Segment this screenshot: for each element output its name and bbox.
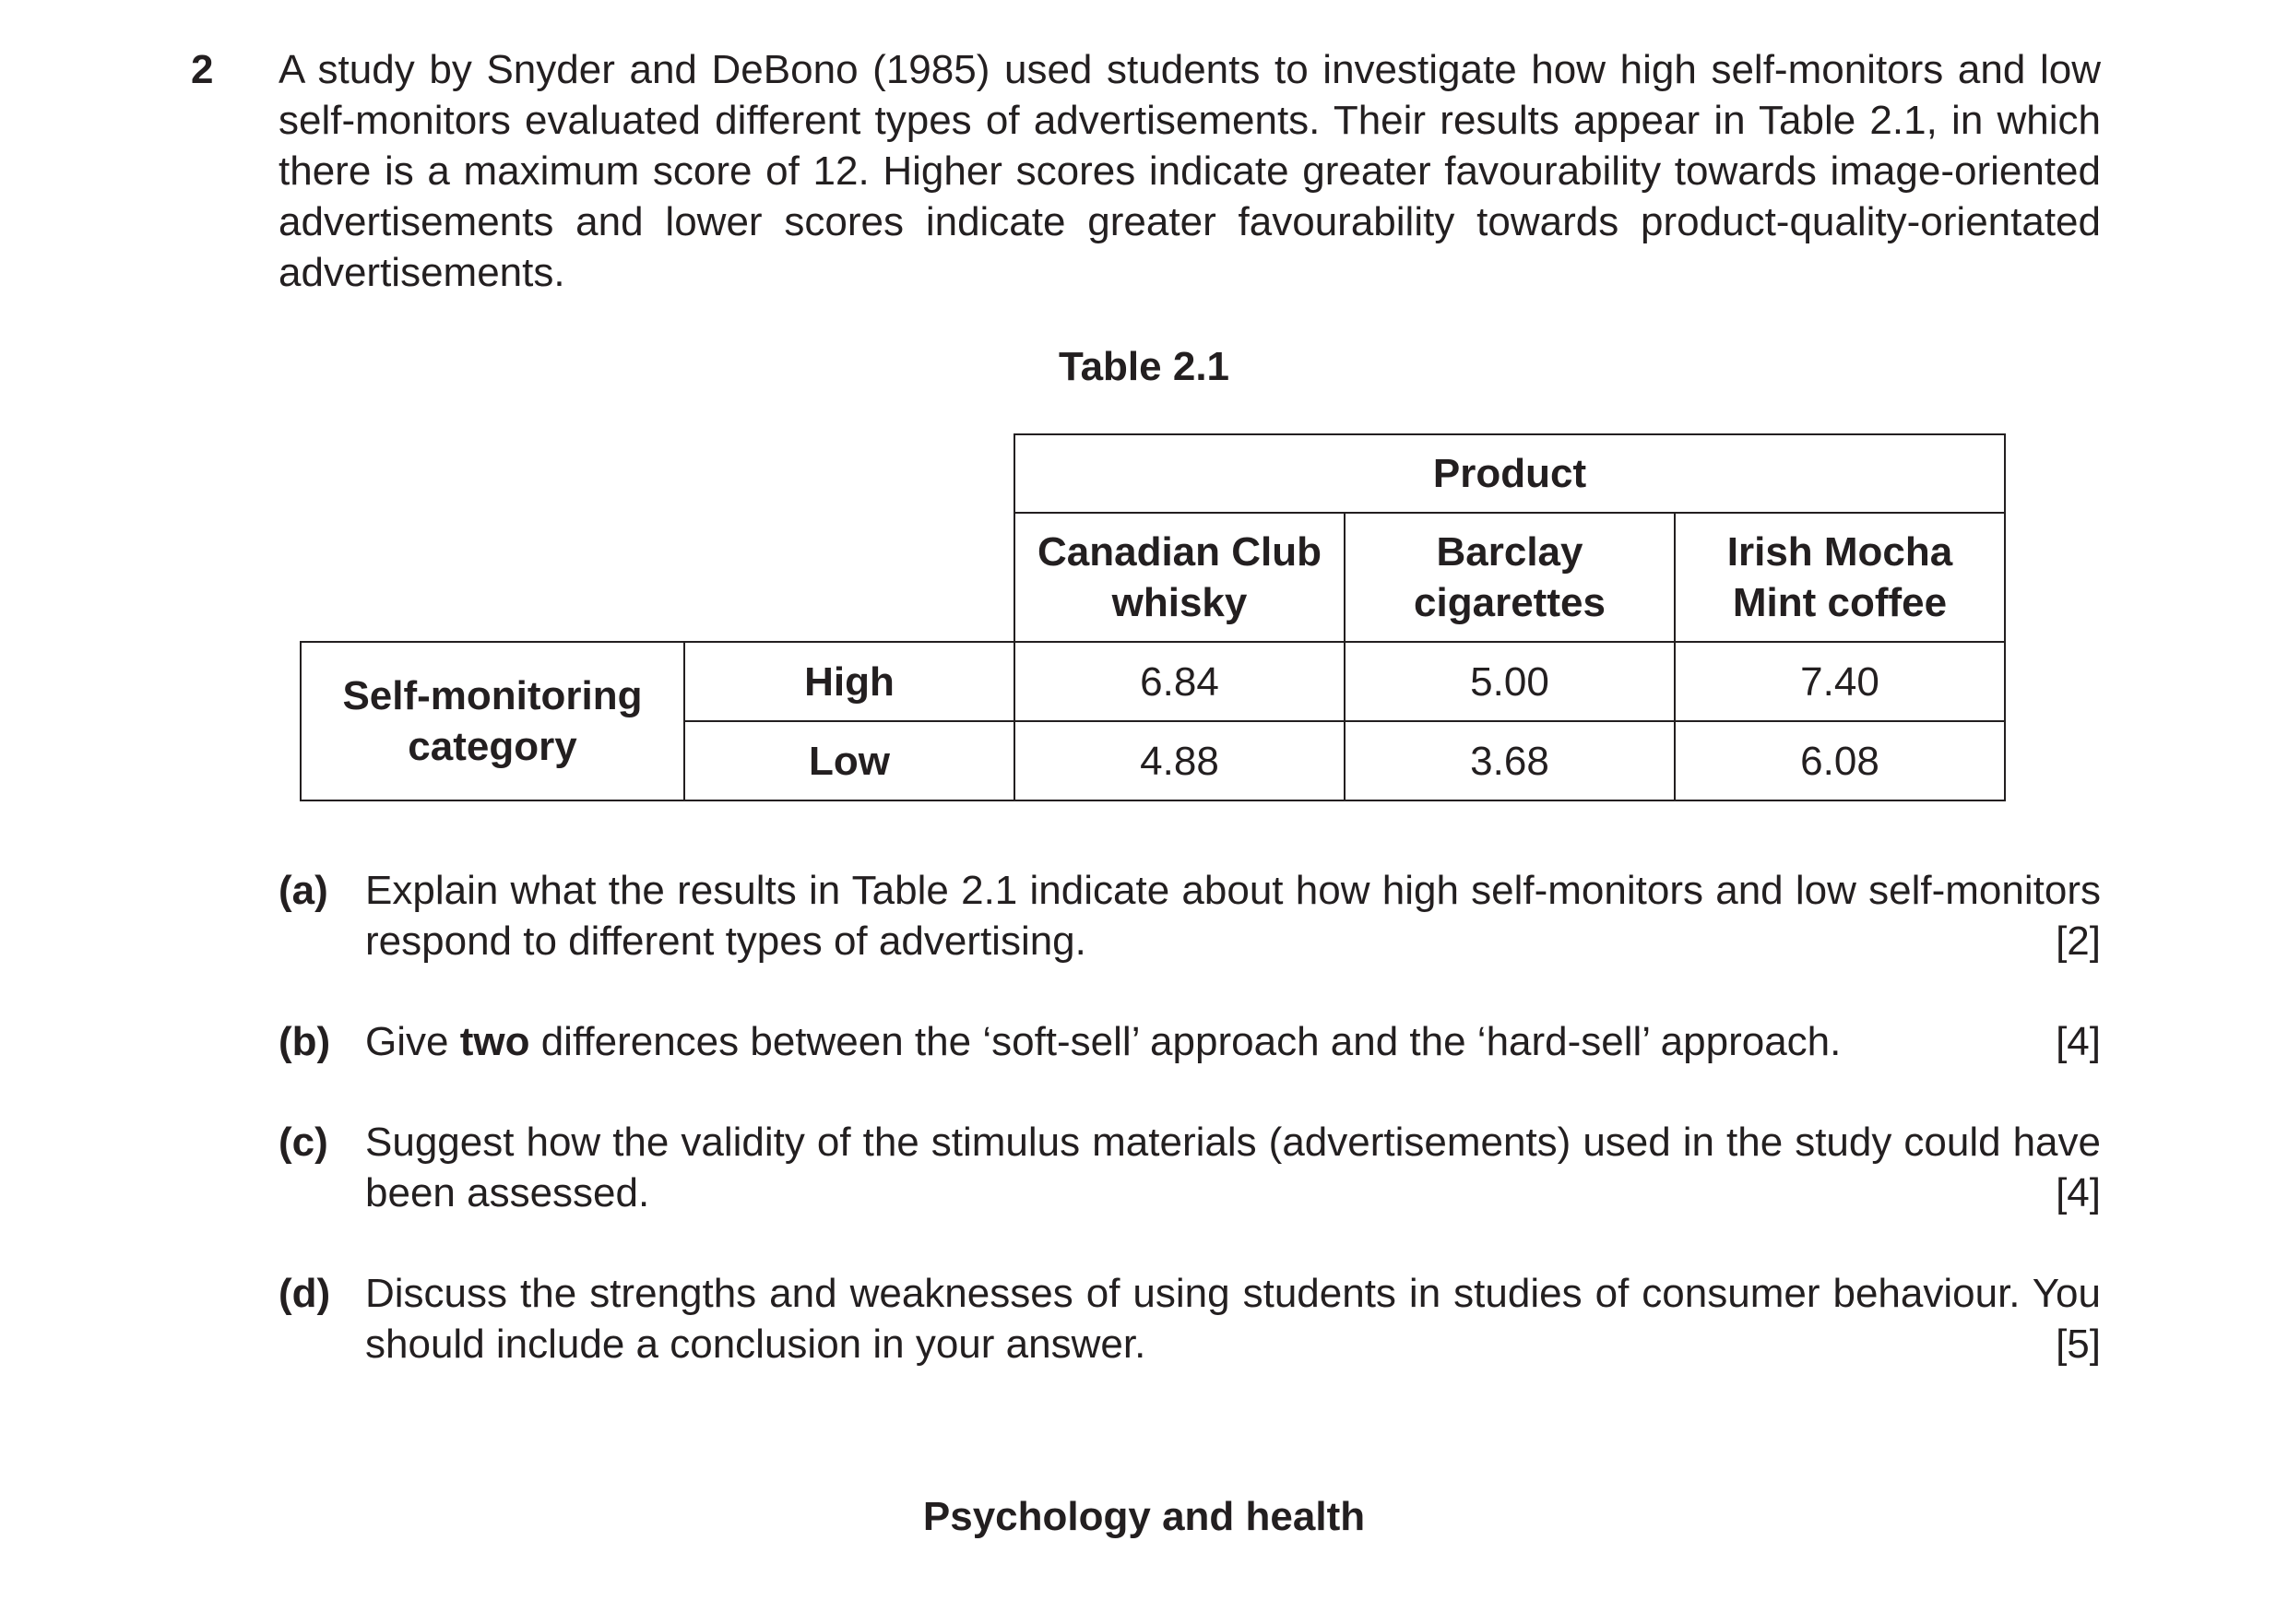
row-label-high: High xyxy=(684,642,1014,721)
table-header-row-product xyxy=(301,434,2005,513)
part-c xyxy=(279,1117,2101,1218)
product-name-line2: cigarettes xyxy=(1414,580,1606,625)
table-empty-cell xyxy=(301,513,684,642)
part-question-text: Suggest how the validity of the stimulus materials (advertisements) used in the study could have been assessed. xyxy=(365,1120,2101,1215)
part-text xyxy=(365,865,2101,966)
part-question-text: Give xyxy=(365,1019,460,1064)
product-name-line2: whisky xyxy=(1111,580,1248,625)
table-empty-cell xyxy=(301,434,684,513)
table-cell: 5.00 xyxy=(1345,642,1675,721)
part-label: (d) xyxy=(279,1271,331,1316)
section-heading: Psychology and health xyxy=(922,1494,1366,1539)
table-header-row-products xyxy=(301,513,2005,642)
marks-label: [4] xyxy=(2056,1170,2101,1215)
part-b xyxy=(279,1016,2101,1067)
marks-label: [4] xyxy=(2056,1019,2101,1064)
table-cell: 7.40 xyxy=(1675,642,2005,721)
marks-label: [2] xyxy=(2056,919,2101,964)
row-group-header xyxy=(301,642,684,800)
product-name-line1: Barclay xyxy=(1436,529,1583,575)
question-intro: A study by Snyder and DeBono (1985) used students to investigate how high self-monitors and low self-monitors evaluated different types of advertisements. Their results appear in Table 2.1, in which there is a maximum score of 12. Higher scores indicate greater favourability towards image-oriented advertisements and lower scores indicate greater favourability towards product-quality-orientated advertisements. xyxy=(279,47,2101,295)
row-group-line1: Self-monitoring xyxy=(342,673,643,718)
part-question-text: differences between the ‘soft-sell’ approach and the ‘hard-sell’ approach. xyxy=(529,1019,1842,1064)
product-name-line2: Mint coffee xyxy=(1732,580,1948,625)
table-empty-cell xyxy=(684,513,1014,642)
product-name-line1: Canadian Club xyxy=(1037,529,1322,575)
part-question-text: Explain what the results in Table 2.1 indicate about how high self-monitors and low self-monitors respond to different types of advertising. xyxy=(365,868,2101,964)
part-label: (c) xyxy=(279,1120,328,1165)
product-header-irish-mocha xyxy=(1675,513,2005,642)
question-number: 2 xyxy=(191,47,214,92)
row-group-line2: category xyxy=(408,724,577,769)
product-header-canadian-club xyxy=(1014,513,1345,642)
table-title: Table 2.1 xyxy=(1058,344,1230,389)
part-a xyxy=(279,865,2101,966)
part-text xyxy=(365,1268,2101,1369)
product-header: Product xyxy=(1014,434,2005,513)
part-label: (a) xyxy=(279,868,328,913)
part-label: (b) xyxy=(279,1019,331,1064)
table-cell: 4.88 xyxy=(1014,721,1345,800)
part-text xyxy=(365,1117,2101,1218)
table-row-high xyxy=(301,642,2005,721)
question-parts xyxy=(279,865,2101,1419)
table-cell: 3.68 xyxy=(1345,721,1675,800)
table-empty-cell xyxy=(684,434,1014,513)
part-d xyxy=(279,1268,2101,1369)
product-name-line1: Irish Mocha xyxy=(1726,529,1953,575)
part-question-text: Discuss the strengths and weaknesses of using students in studies of consumer behaviour. You should include a conclusion in your answer. xyxy=(365,1271,2101,1367)
part-question-emphasis: two xyxy=(459,1019,530,1064)
results-table xyxy=(300,433,2006,801)
row-label-low: Low xyxy=(684,721,1014,800)
part-text xyxy=(365,1016,2101,1067)
table-cell: 6.08 xyxy=(1675,721,2005,800)
table-cell: 6.84 xyxy=(1014,642,1345,721)
product-header-barclay xyxy=(1345,513,1675,642)
marks-label: [5] xyxy=(2056,1322,2101,1367)
